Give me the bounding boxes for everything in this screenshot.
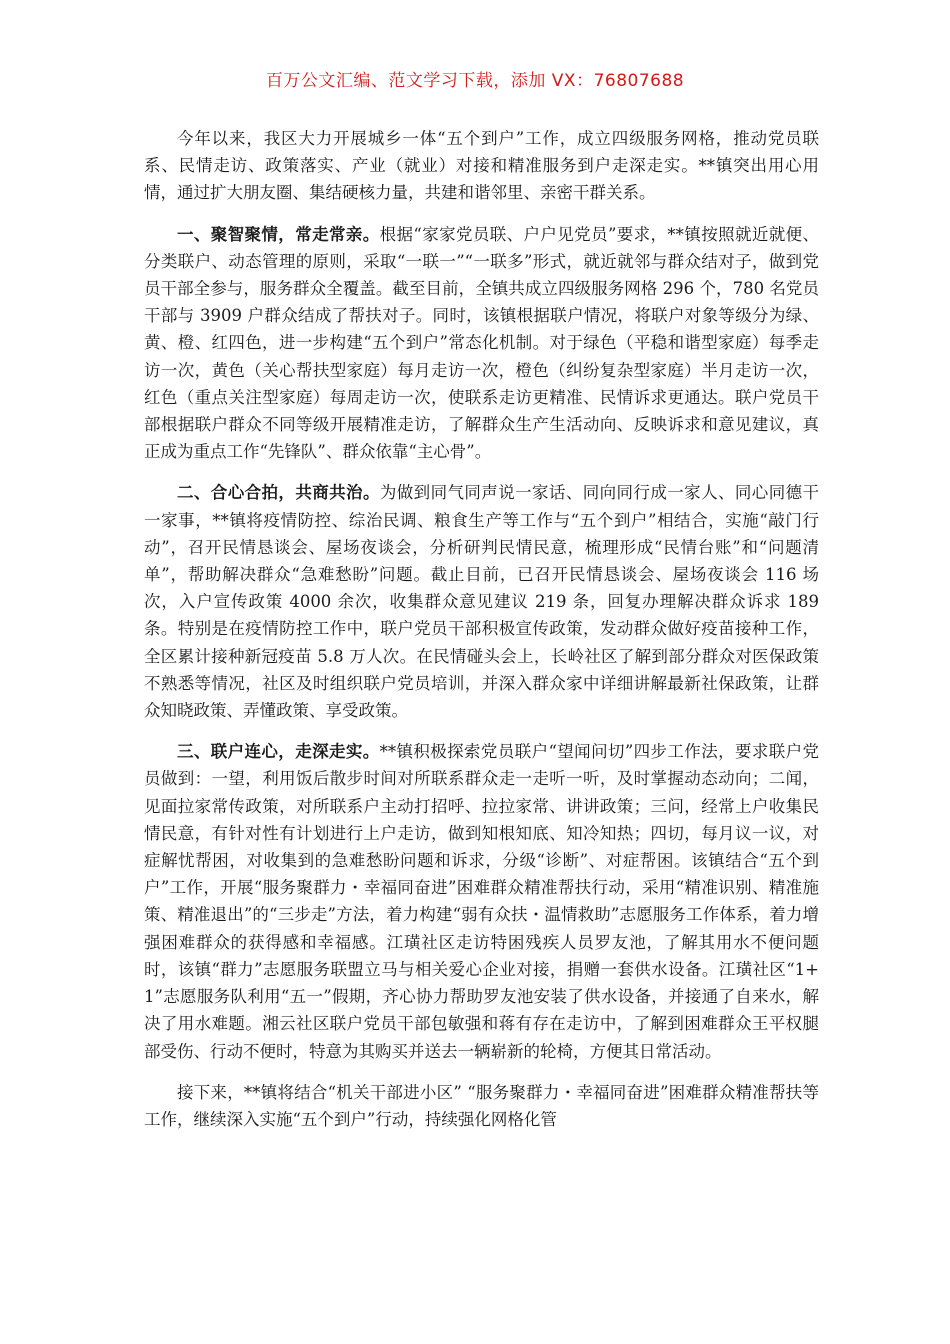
section-2-heading: 二、合心合拍，共商共治。 (177, 483, 380, 503)
section-1-text: 根据“家家党员联、户户见党员”要求，**镇按照就近就便、分类联户、动态管理的原则，采取“一联一”“一联多”形式，就近就邻与群众结对子，做到党员干部全参与，服务群众全覆盖。截至目前，全镇共成立四级服务网格 296 个，780 名党员干部与 3909 户群众结成了帮扶对子。同时，该镇根据联户情况，将联户对象等级分为绿、黄、橙、红四色，进一步构建“五个到户”常态化机制。对于绿色（平稳和谐型家庭）每季走访一次，黄色（关心帮扶型家庭）每月走访一次，橙色（纠纷复杂型家庭）半月走访一次，红色（重点关注型家庭）每周走访一次，使联系走访更精准、民情诉求更通达。联户党员干部根据联户群众不同等级开展精准走访，了解群众生产生活动向、反映诉求和意见建议，真正成为重点工作“先锋队”、群众依靠“主心骨”。 (144, 224, 820, 462)
section-3-text: **镇积极探索党员联户“望闻问切”四步工作法，要求联户党员做到：一望，利用饭后散步时间对所联系群众走一走听一听，及时掌握动态动向；二闻，见面拉家常传政策，对所联系户主动打招呼、拉拉家常、讲讲政策；三问，经常上户收集民情民意，有针对性有计划进行上户走访，做到知根知底、知冷知热；四切，每月议一议，对症解忧帮困，对收集到的急难愁盼问题和诉求，分级“诊断”、对症帮困。该镇结合“五个到户”工作，开展“服务聚群力・幸福同奋进”困难群众精准帮扶行动，采用“精准识别、精准施策、精准退出”的“三步走”方法，着力构建“弱有众扶・温情救助”志愿服务工作体系，着力增强困难群众的获得感和幸福感。江璜社区走访特困残疾人员罗友池，了解其用水不便问题时，该镇“群力”志愿服务联盟立马与相关爱心企业对接，捐赠一套供水设备。江璜社区“1+1”志愿服务队利用“五一”假期，齐心协力帮助罗友池安装了供水设备，并接通了自来水，解决了用水难题。湘云社区联户党员干部包敏强和蒋有存在走访中，了解到困难群众王平权腿部受伤、行动不便时，特意为其购买并送去一辆崭新的轮椅，方便其日常活动。 (144, 742, 820, 1061)
paragraph-intro: 今年以来，我区大力开展城乡一体“五个到户”工作，成立四级服务网格，推动党员联系、民情走访、政策落实、产业（就业）对接和精准服务到户走深走实。**镇突出用心用情，通过扩大朋友圈、集结硬核力量，共建和谐邻里、亲密干群关系。 (144, 129, 819, 203)
paragraph-section-2 (144, 479, 819, 724)
section-2-text: 为做到同气同声说一家话、同向同行成一家人、同心同德干一家事，**镇将疫情防控、综治民调、粮食生产等工作与“五个到户”相结合，实施“敲门行动”，召开民情恳谈会、屋场夜谈会，分析研判民情民意，梳理形成“民情台账”和“问题清单”，帮助解决群众“急难愁盼”问题。截止目前，已召开民情恳谈会、屋场夜谈会 116 场次，入户宣传政策 4000 余次，收集群众意见建议 219 条，回复办理解决群众诉求 189 条。特别是在疫情防控工作中，联户党员干部积极宣传政策，发动群众做好疫苗接种工作，全区累计接种新冠疫苗 5.8 万人次。在民情碰头会上，长岭社区了解到部分群众对医保政策不熟悉等情况，社区及时组织联户党员培训，并深入群众家中详细讲解最新社保政策，让群众知晓政策、弄懂政策、享受政策。 (144, 483, 820, 721)
paragraph-section-3 (144, 738, 819, 1064)
paragraph-closing: 接下来，**镇将结合“机关干部进小区” “服务聚群力・幸福同奋进”困难群众精准帮扶等工作，继续深入实施“五个到户”行动，持续强化网格化管 (144, 1082, 819, 1129)
document-body (144, 125, 819, 1147)
section-1-heading: 一、聚智聚情，常走常亲。 (177, 224, 380, 244)
section-3-heading: 三、联户连心，走深走实。 (177, 742, 380, 762)
paragraph-section-1 (144, 221, 819, 466)
header-banner: 百万公文汇编、范文学习下载，添加 VX：76807688 (265, 71, 685, 91)
